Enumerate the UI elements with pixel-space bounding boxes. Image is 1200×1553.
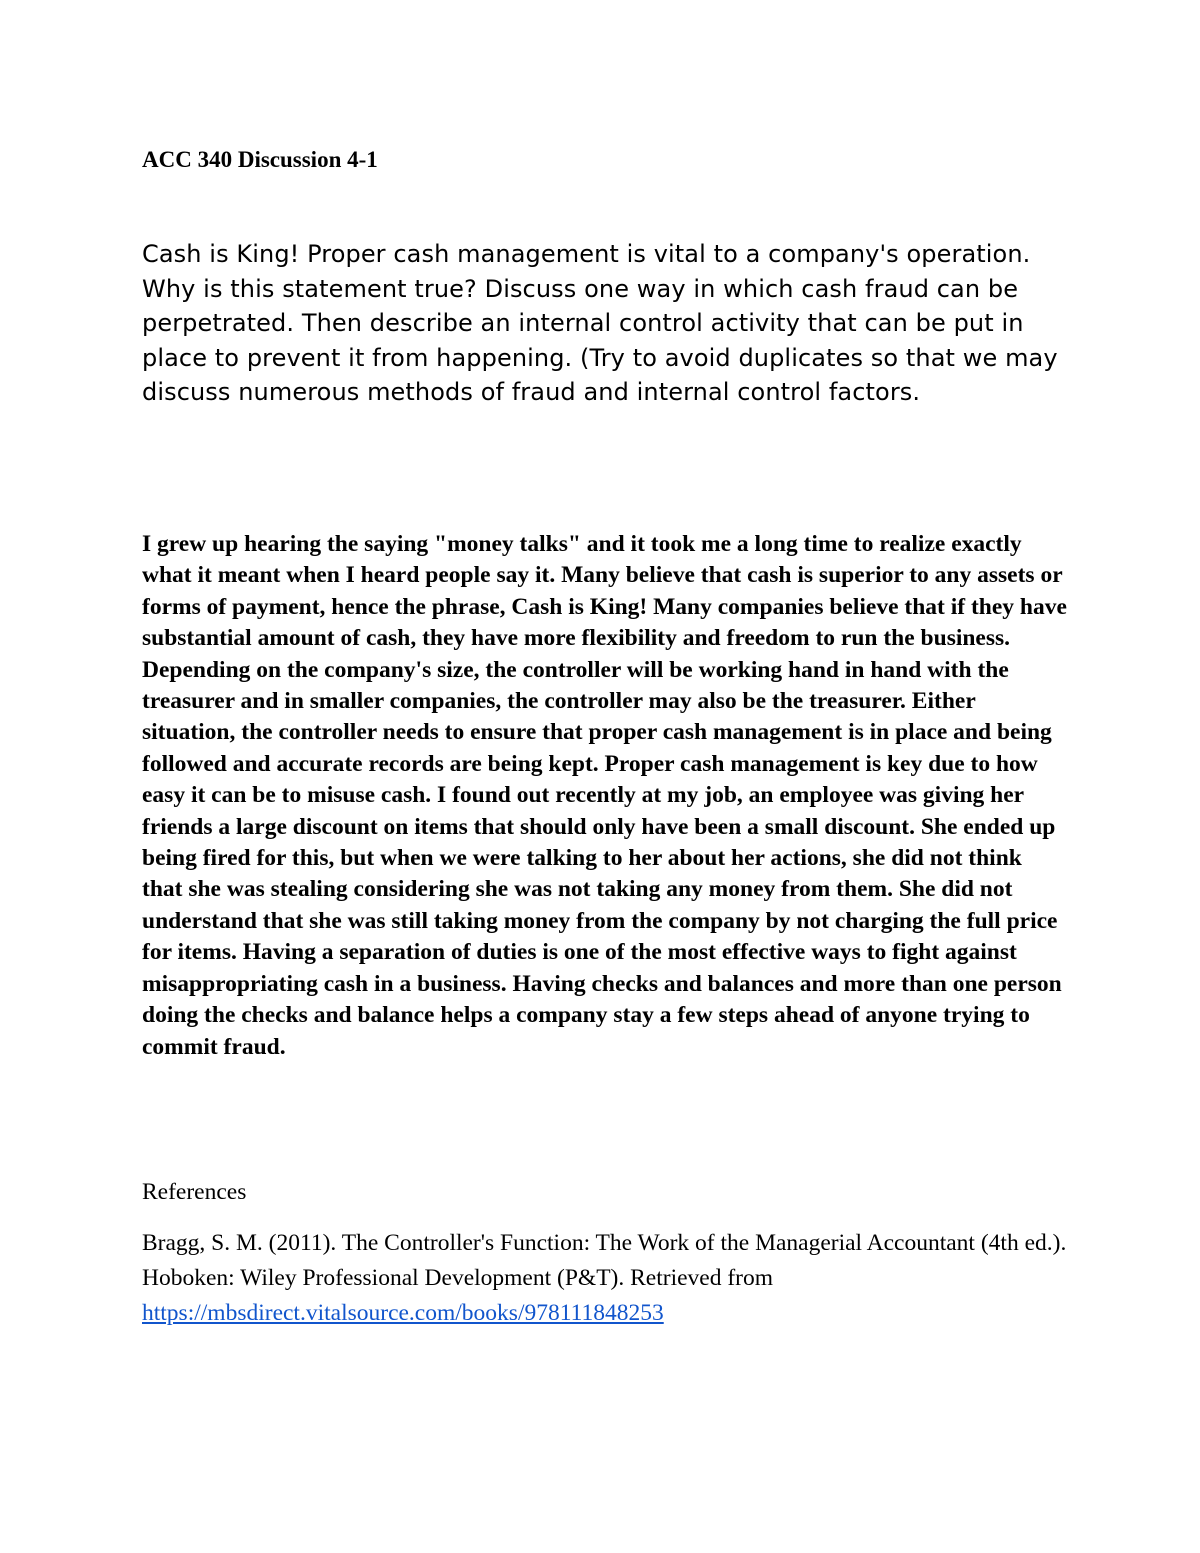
discussion-response: I grew up hearing the saying "money talks" and it took me a long time to realize exactly what it meant when I heard people say it. Many believe that cash is superior to any assets or forms of payment, hence the phrase, Cash is King! Many companies believe that if they have substantial amount of cash, they have more flexibility and freedom to run the business. Depending on the company's size, the controller will be working hand in hand with the treasurer and in smaller companies, the controller may also be the treasurer. Either situation, the controller needs to ensure that proper cash management is in place and being followed and accurate records are being kept. Proper cash management is key due to how easy it can be to misuse cash. I found out recently at my job, an employee was giving her friends a large discount on items that should only have been a small discount. She ended up being fired for this, but when we were talking to her about her actions, she did not think that she was stealing considering she was not taking any money from them. She did not understand that she was still taking money from the company by not charging the full price for items. Having a separation of duties is one of the most effective ways to fight against misappropriating cash in a business. Having checks and balances and more than one person doing the checks and balance helps a company stay a few steps ahead of anyone trying to commit fraud. [142,531,1067,1060]
references-heading: References [142,1179,247,1205]
reference-link[interactable]: https://mbsdirect.vitalsource.com/books/978111848253 [142,1300,664,1326]
document-title: ACC 340 Discussion 4-1 [142,147,378,172]
reference-citation-text: Bragg, S. M. (2011). The Controller's Function: The Work of the Managerial Accountant (4th ed.). Hoboken: Wiley Professional Development (P&T). Retrieved from [142,1230,1067,1291]
discussion-prompt: Cash is King! Proper cash management is vital to a company's operation. Why is this statement true? Discuss one way in which cash fraud can be perpetrated. Then describe an internal control activity that can be put in place to prevent it from happening. (Try to avoid duplicates so that we may discuss numerous methods of fraud and internal control factors. [142,240,1058,406]
reference-entry [142,1226,1072,1331]
